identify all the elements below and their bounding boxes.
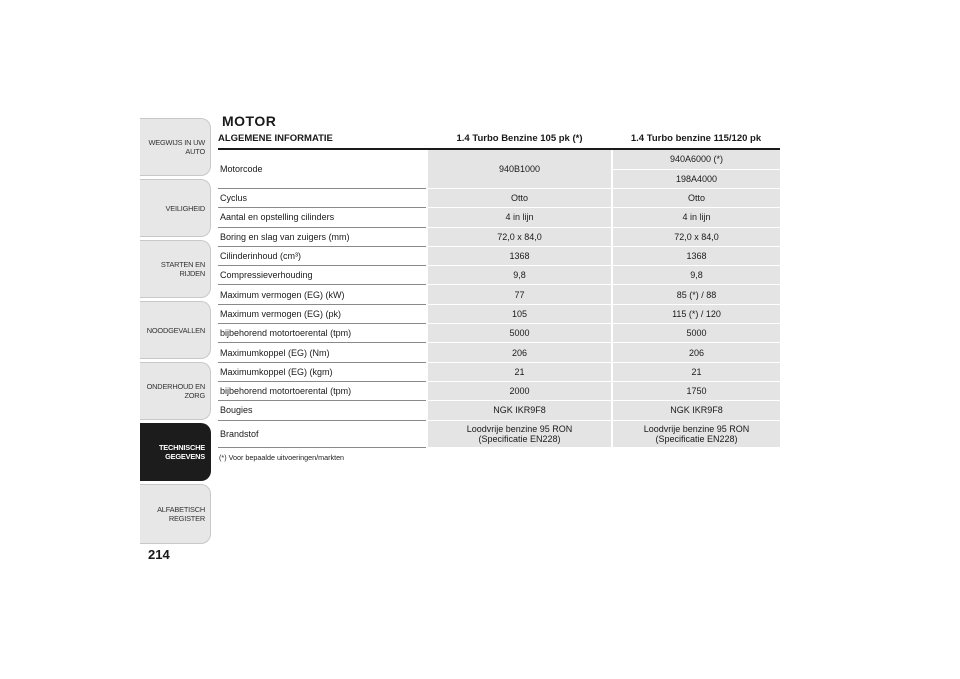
- tab-label: VEILIGHEID: [165, 203, 205, 213]
- row-value-115-120: 9,8: [612, 266, 780, 285]
- header-engine-105: 1.4 Turbo Benzine 105 pk (*): [427, 129, 612, 149]
- row-label: Aantal en opstelling cilinders: [218, 208, 427, 227]
- row-value-105: 72,0 x 84,0: [427, 227, 612, 246]
- row-value-115-120: 206: [612, 343, 780, 362]
- table-header-row: [218, 129, 780, 149]
- row-label: Cilinderinhoud (cm³): [218, 246, 427, 265]
- row-value-115-120: 4 in lijn: [612, 208, 780, 227]
- row-value-105: 21: [427, 362, 612, 381]
- row-label: Maximumkoppel (EG) (kgm): [218, 362, 427, 381]
- row-value-115-120: 5000: [612, 324, 780, 343]
- tab-wegwijs[interactable]: [140, 118, 211, 176]
- table-row: [218, 381, 780, 400]
- row-value-105: NGK IKR9F8: [427, 401, 612, 420]
- tab-label: ALFABETISCH REGISTER: [157, 505, 205, 523]
- fuel-line: Loodvrije benzine 95 RON: [466, 423, 573, 434]
- row-value-115-120: 72,0 x 84,0: [612, 227, 780, 246]
- tab-label: NOODGEVALLEN: [146, 325, 205, 335]
- tab-veiligheid[interactable]: [140, 179, 211, 237]
- table-row-brandstof: [218, 420, 780, 447]
- fuel-line: Loodvrije benzine 95 RON: [643, 423, 750, 434]
- row-label: bijbehorend motortoerental (tpm): [218, 381, 427, 400]
- row-value-115-120: [612, 420, 780, 447]
- row-label: Compressieverhouding: [218, 266, 427, 285]
- row-label: Maximumkoppel (EG) (Nm): [218, 343, 427, 362]
- row-label: Maximum vermogen (EG) (kW): [218, 285, 427, 304]
- page-number: 214: [148, 547, 170, 562]
- tab-noodgevallen[interactable]: [140, 301, 211, 359]
- footnote: (*) Voor bepaalde uitvoeringen/markten: [219, 453, 345, 462]
- row-label: Cyclus: [218, 189, 427, 208]
- row-value-115-120: 1750: [612, 381, 780, 400]
- table-row: [218, 324, 780, 343]
- fuel-spec-line: (Specificatie EN228): [478, 433, 561, 444]
- row-value-115-120: NGK IKR9F8: [612, 401, 780, 420]
- table-row: [218, 208, 780, 227]
- row-value-105: 1368: [427, 246, 612, 265]
- table-row-motorcode: [218, 149, 780, 169]
- row-value-105: 940B1000: [427, 149, 612, 189]
- row-value-115-120: 198A4000: [612, 169, 780, 189]
- table-row: [218, 266, 780, 285]
- row-value-105: 9,8: [427, 266, 612, 285]
- tab-technische-gegevens[interactable]: [140, 423, 211, 481]
- tab-label: STARTEN EN RIJDEN: [160, 260, 205, 278]
- row-value-115-120: 940A6000 (*): [612, 149, 780, 169]
- header-engine-115-120: 1.4 Turbo benzine 115/120 pk: [612, 129, 780, 149]
- tab-starten-en-rijden[interactable]: [140, 240, 211, 298]
- header-general-info: ALGEMENE INFORMATIE: [218, 129, 427, 149]
- table-row: [218, 362, 780, 381]
- tab-onderhoud-en-zorg[interactable]: [140, 362, 211, 420]
- tab-label: TECHNISCHE GEGEVENS: [158, 443, 205, 461]
- table-row: [218, 227, 780, 246]
- row-value-105: 105: [427, 304, 612, 323]
- engine-spec-table: [218, 129, 780, 448]
- tab-alfabetisch-register[interactable]: [140, 484, 211, 544]
- row-value-105: 77: [427, 285, 612, 304]
- row-value-105: 2000: [427, 381, 612, 400]
- row-value-115-120: 85 (*) / 88: [612, 285, 780, 304]
- row-label: Motorcode: [218, 149, 427, 189]
- tab-label: WEGWIJS IN UW AUTO: [148, 138, 205, 156]
- row-value-105: Otto: [427, 189, 612, 208]
- table-row: [218, 401, 780, 420]
- row-value-105: [427, 420, 612, 447]
- row-value-115-120: 21: [612, 362, 780, 381]
- row-label: Brandstof: [218, 420, 427, 447]
- row-value-115-120: Otto: [612, 189, 780, 208]
- table-row: [218, 304, 780, 323]
- tab-label: ONDERHOUD EN ZORG: [146, 382, 205, 400]
- row-value-105: 4 in lijn: [427, 208, 612, 227]
- row-value-115-120: 115 (*) / 120: [612, 304, 780, 323]
- section-title: MOTOR: [222, 113, 277, 129]
- fuel-spec-line: (Specificatie EN228): [655, 433, 738, 444]
- row-label: Maximum vermogen (EG) (pk): [218, 304, 427, 323]
- table-row: [218, 285, 780, 304]
- row-value-105: 5000: [427, 324, 612, 343]
- table-row: [218, 189, 780, 208]
- row-label: Bougies: [218, 401, 427, 420]
- row-label: bijbehorend motortoerental (tpm): [218, 324, 427, 343]
- row-value-115-120: 1368: [612, 246, 780, 265]
- table-row: [218, 343, 780, 362]
- table-row: [218, 246, 780, 265]
- row-label: Boring en slag van zuigers (mm): [218, 227, 427, 246]
- row-value-105: 206: [427, 343, 612, 362]
